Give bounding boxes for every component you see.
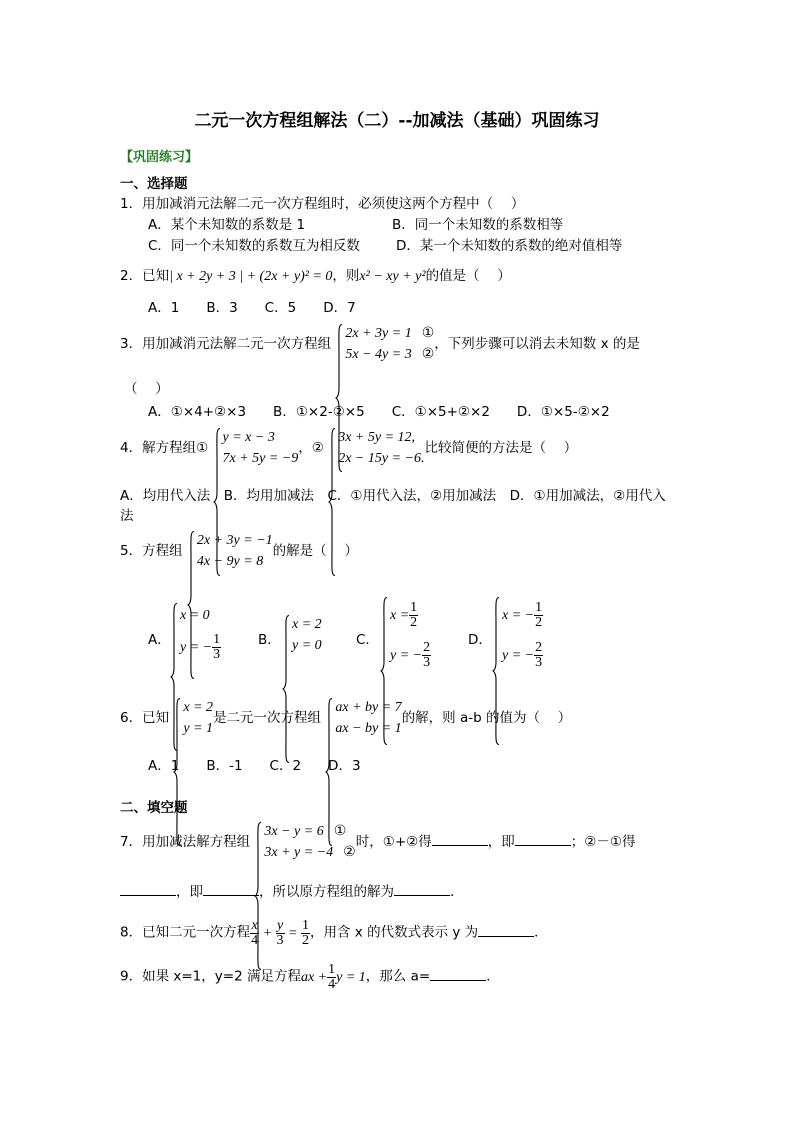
q7-equation-system <box>254 821 355 863</box>
frac-den: 2 <box>302 933 309 948</box>
q5-equation-1: 2x + 3y = −1 <box>196 533 273 548</box>
q6-mid: 是二元一次方程组 <box>213 710 322 726</box>
frac-num: x <box>251 918 258 933</box>
q6-stem <box>120 697 571 739</box>
q4-prefix: 4．解方程组① <box>120 440 209 456</box>
q4-stem <box>120 427 577 469</box>
q5-option-a <box>170 602 221 672</box>
q5-c-y-frac <box>422 641 431 670</box>
q9-blank[interactable] <box>430 968 486 981</box>
q9-prefix: 9．如果 x=1，y=2 满足方程 <box>120 968 301 985</box>
q7-blank-2[interactable] <box>515 833 571 846</box>
q7-blank-3[interactable] <box>120 883 176 896</box>
frac-den: 3 <box>423 655 431 671</box>
q5-equation-system <box>187 530 273 572</box>
section-heading-fill: 二、填空题 <box>120 800 188 816</box>
frac-den: 2 <box>535 615 543 631</box>
q3-options: A．①×4+②×3 B．①×2-②×5 C．①×5+②×2 D．①×5-②×2 <box>148 404 610 420</box>
q9-end: ． <box>486 968 500 985</box>
q5-stem <box>120 530 358 572</box>
brace-icon <box>282 614 290 764</box>
q6-equation-1: ax + by = 7 <box>335 700 402 715</box>
q4-system-2 <box>328 427 424 469</box>
q6-equation-system <box>325 697 401 739</box>
q7-equation-2: 3x + y = −4 <box>264 845 334 860</box>
q5-option-d-system <box>492 596 543 678</box>
q5-a-y: y = − <box>180 640 213 655</box>
q2-expression: | x + 2y + 3 | + (2x + y)² = 0 <box>169 269 333 284</box>
frac-den: 4 <box>328 977 336 992</box>
q5-d-y-frac <box>534 641 543 670</box>
q7-line-2 <box>120 880 464 900</box>
q8-frac-1 <box>250 919 259 948</box>
frac-den: 4 <box>251 933 259 948</box>
q7-text-2: ，即 <box>487 834 515 850</box>
q8-blank[interactable] <box>478 924 534 937</box>
q5-a-y-frac <box>212 633 221 662</box>
q6-solution-y: y = 1 <box>183 721 214 736</box>
q5-option-b <box>282 614 322 656</box>
q3-suffix: ，下列步骤可以消去未知数 x 的是 <box>434 336 640 352</box>
frac-num: 1 <box>302 918 309 933</box>
q9-frac <box>327 963 336 992</box>
q5-option-d <box>492 596 543 678</box>
q7-line-2-end: ． <box>450 884 464 900</box>
q7-blank-1[interactable] <box>432 833 488 846</box>
q3-marker-1: ① <box>421 325 435 341</box>
q5-c-x-frac <box>409 601 418 630</box>
q8-frac-2 <box>276 919 285 948</box>
frac-num: 2 <box>535 640 543 656</box>
q7-stem <box>120 821 635 863</box>
q8-suffix: ，用含 x 的代数式表示 y 为 <box>310 924 479 941</box>
q5-b-y: y = 0 <box>292 638 322 653</box>
q5-prefix: 5．方程组 <box>120 543 183 559</box>
q4-system-1 <box>213 427 299 469</box>
q7-prefix: 7．用加减法解方程组 <box>120 834 251 850</box>
q5-option-b-label: B． <box>258 632 281 648</box>
q4-system-2-eq-1: 3x + 5y = 12, <box>338 430 416 445</box>
q4-options-line-2: 法 <box>120 508 134 524</box>
q6-prefix: 6．已知 <box>120 710 170 726</box>
q9-stem <box>120 963 500 992</box>
q6-equation-2: ax − by = 1 <box>335 721 402 736</box>
q8-frac-3 <box>301 919 310 948</box>
frac-num: 2 <box>423 640 431 656</box>
q6-suffix: 的解，则 a-b 的值为（ ） <box>401 710 572 726</box>
q7-text-3: ；②－①得 <box>570 834 636 850</box>
q2-mid: ，则 <box>332 268 360 284</box>
frac-num: 1 <box>410 600 418 616</box>
q5-option-c-system <box>380 596 431 678</box>
section-heading-choice: 一、选择题 <box>120 176 188 192</box>
q3-marker-2: ② <box>421 346 435 362</box>
q5-option-a-system <box>170 602 221 672</box>
q7-marker-1: ① <box>333 823 347 839</box>
q4-suffix: 比较简便的方法是（ ） <box>424 440 578 456</box>
q4-options-line-1: A．均用代入法 B．均用加减法 C．①用代入法，②用加减法 D．①用加减法，②用代入 <box>120 488 666 504</box>
q5-b-x: x = 2 <box>292 617 322 632</box>
q5-d-x-frac <box>534 601 543 630</box>
q6-solution-system <box>173 697 213 739</box>
q3-stem <box>120 323 640 365</box>
q8-stem: 8．已知二元一次方程 $\frac{x}{4}$ + $\frac{y}{3}$ = $\frac{1}{2}$ ，用含 x 的代数式表示 y 为 ． <box>120 918 548 948</box>
q2-stem <box>120 264 511 285</box>
q2-suffix: 的值是（ ） <box>425 268 511 284</box>
q7-line-2-text-1: ，即 <box>176 884 203 900</box>
q1-option-d: D．某一个未知数的系数的绝对值相等 <box>396 238 623 254</box>
q7-line-2-text-2: ，所以原方程组的解为 <box>259 884 394 900</box>
q1-option-a: A．某个未知数的系数是 1 <box>148 217 306 233</box>
q9-expr-a: ax + <box>300 969 328 985</box>
q1-option-b: B．同一个未知数的系数相等 <box>392 217 564 233</box>
q5-option-c-label: C． <box>356 632 379 648</box>
q4-system-1-eq-1: y = x − 3 <box>222 430 275 445</box>
q5-option-a-label: A． <box>148 632 171 648</box>
q5-c-y: y = − <box>390 648 423 663</box>
q6-solution-x: x = 2 <box>183 700 214 715</box>
q5-d-y: y = − <box>502 648 535 663</box>
section-tag: 【巩固练习】 <box>120 150 199 165</box>
q5-option-d-label: D． <box>468 632 492 648</box>
q9-expr-b: y = 1 <box>336 969 366 985</box>
q7-blank-4[interactable] <box>203 883 259 896</box>
q2-prefix: 2．已知 <box>120 268 170 284</box>
q7-marker-2: ② <box>343 844 356 860</box>
q7-blank-5[interactable] <box>394 883 450 896</box>
q6-options: A．1 B．-1 C．2 D．3 <box>148 758 361 774</box>
q5-option-b-system <box>282 614 322 656</box>
frac-den: 3 <box>213 647 221 663</box>
q5-suffix: 的解是（ ） <box>272 543 358 559</box>
frac-num: 1 <box>213 632 221 648</box>
q7-text-1: 时，①+②得 <box>355 834 432 850</box>
q3-equation-2: 5x − 4y = 3 <box>345 347 412 362</box>
q2-options: A．1 B．3 C．5 D．7 <box>148 300 356 316</box>
q9-suffix: ，那么 a= <box>365 968 431 985</box>
q8-end: ． <box>534 924 548 941</box>
q4-system-1-eq-2: 7x + 5y = −9 <box>222 451 299 466</box>
q1-option-c: C．同一个未知数的系数互为相反数 <box>148 238 360 254</box>
frac-den: 2 <box>410 615 418 631</box>
q7-equation-1: 3x − y = 6 <box>264 824 324 839</box>
page-title: 二元一次方程组解法（二）--加减法（基础）巩固练习 <box>194 111 600 131</box>
q5-d-x: x = − <box>502 608 535 623</box>
q3-equation-system <box>335 323 434 365</box>
q4-system-2-eq-2: 2x − 15y = −6. <box>338 451 425 466</box>
q3-answer-paren: （ ） <box>124 381 169 397</box>
frac-den: 3 <box>535 655 543 671</box>
frac-num: 1 <box>535 600 543 616</box>
frac-num: 1 <box>328 962 336 977</box>
q3-equation-1: 2x + 3y = 1 <box>345 326 412 341</box>
q2-expression-target: x² − xy + y² <box>359 269 426 284</box>
q8-prefix: 8．已知二元一次方程 <box>120 924 251 941</box>
frac-num: y <box>276 918 284 933</box>
frac-den: 3 <box>276 933 284 948</box>
q5-c-x: x = <box>390 608 410 623</box>
q5-a-x: x = 0 <box>180 608 210 623</box>
q3-prefix: 3．用加减消元法解二元一次方程组 <box>120 336 332 352</box>
q5-option-c <box>380 596 431 678</box>
q5-equation-2: 4x − 9y = 8 <box>196 554 264 569</box>
q4-mid: ，② <box>298 440 324 456</box>
q1-stem: 1．用加减消元法解二元一次方程组时，必须使这两个方程中（ ） <box>120 196 525 212</box>
